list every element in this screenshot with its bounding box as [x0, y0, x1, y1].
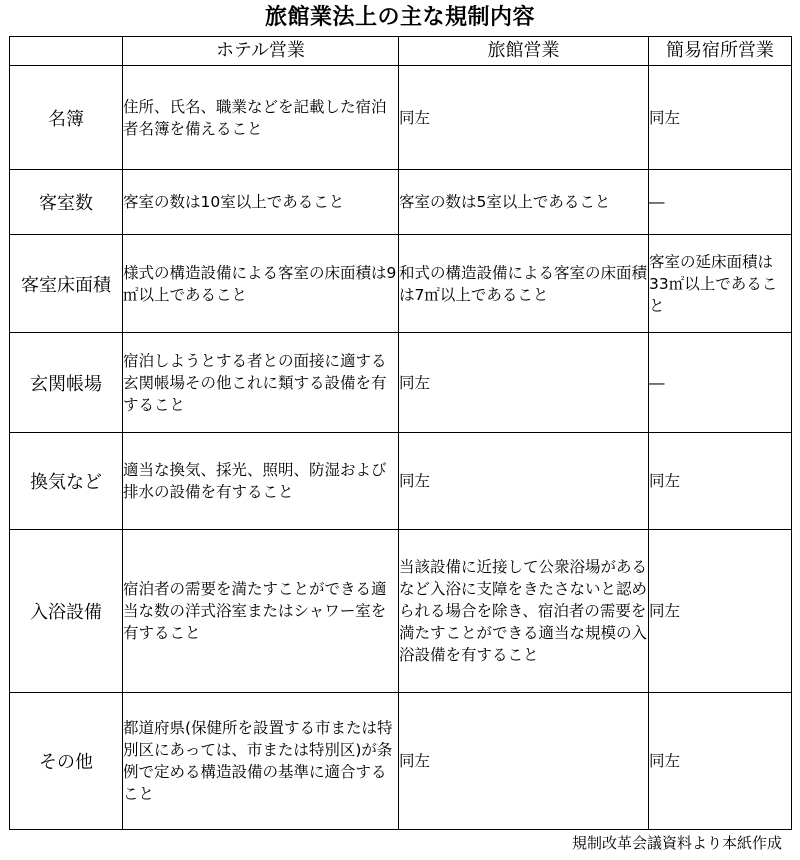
cell-kani: ― [649, 333, 792, 433]
row-category: その他 [10, 693, 123, 830]
cell-kani: ― [649, 170, 792, 235]
cell-hotel: 都道府県(保健所を設置する市または特別区にあっては、市または特別区)が条例で定める構造設備の基準に適合すること [123, 693, 399, 830]
cell-hotel: 客室の数は10室以上であること [123, 170, 399, 235]
cell-ryokan: 当該設備に近接して公衆浴場があるなど入浴に支障をきたさないと認められる場合を除き、宿泊者の需要を満たすことができる適当な規模の入浴設備を有すること [399, 530, 649, 693]
header-row [10, 37, 792, 66]
cell-ryokan: 同左 [399, 433, 649, 530]
header-kani: 簡易宿所営業 [649, 37, 792, 66]
cell-ryokan: 同左 [399, 66, 649, 170]
row-category: 玄関帳場 [10, 333, 123, 433]
page-title: 旅館業法上の主な規制内容 [264, 5, 535, 30]
cell-kani: 同左 [649, 693, 792, 830]
table-row [10, 693, 792, 830]
table-row [10, 170, 792, 235]
regulations-table [9, 36, 792, 830]
cell-ryokan: 客室の数は5室以上であること [399, 170, 649, 235]
row-category: 入浴設備 [10, 530, 123, 693]
header-ryokan: 旅館営業 [399, 37, 649, 66]
cell-hotel: 住所、氏名、職業などを記載した宿泊者名簿を備えること [123, 66, 399, 170]
cell-kani: 同左 [649, 66, 792, 170]
cell-hotel: 適当な換気、採光、照明、防湿および排水の設備を有すること [123, 433, 399, 530]
row-category: 客室数 [10, 170, 123, 235]
header-hotel: ホテル営業 [123, 37, 399, 66]
cell-kani: 客室の延床面積は33㎡以上であること [649, 235, 792, 333]
row-category: 名簿 [10, 66, 123, 170]
cell-kani: 同左 [649, 433, 792, 530]
cell-ryokan: 同左 [399, 333, 649, 433]
cell-hotel: 宿泊しようとする者との面接に適する玄関帳場その他これに類する設備を有すること [123, 333, 399, 433]
cell-ryokan: 和式の構造設備による客室の床面積は7㎡以上であること [399, 235, 649, 333]
cell-hotel: 宿泊者の需要を満たすことができる適当な数の洋式浴室またはシャワー室を有すること [123, 530, 399, 693]
source-note: 規制改革会議資料より本紙作成 [571, 834, 782, 852]
cell-hotel: 様式の構造設備による客室の床面積は9㎡以上であること [123, 235, 399, 333]
table-row [10, 530, 792, 693]
row-category: 客室床面積 [10, 235, 123, 333]
cell-kani: 同左 [649, 530, 792, 693]
table-row [10, 333, 792, 433]
table-row [10, 235, 792, 333]
row-category: 換気など [10, 433, 123, 530]
table-row [10, 433, 792, 530]
table-row [10, 66, 792, 170]
header-blank [10, 37, 123, 66]
cell-ryokan: 同左 [399, 693, 649, 830]
